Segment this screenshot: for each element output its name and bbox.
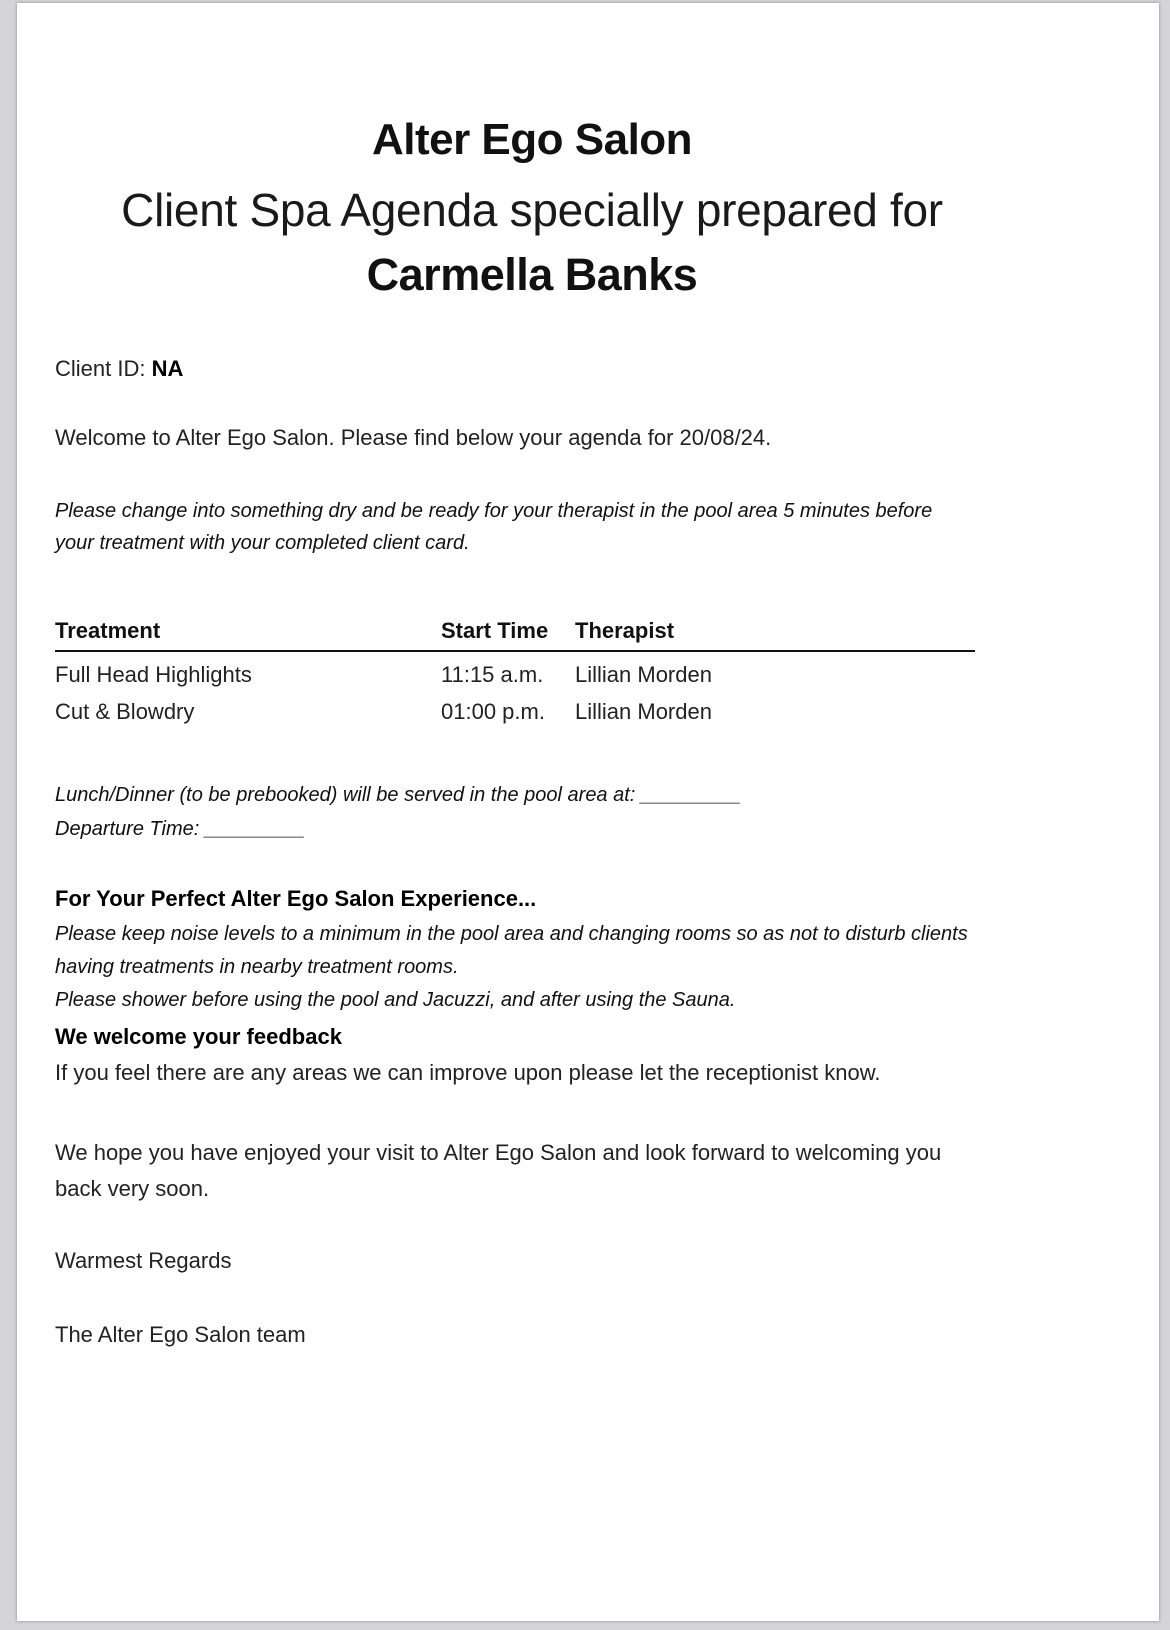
lunch-line: Lunch/Dinner (to be prebooked) will be served in the pool area at: _________	[55, 784, 742, 806]
departure-line: Departure Time: _________	[55, 818, 305, 840]
table-row	[55, 662, 975, 698]
welcome-text: Welcome to Alter Ego Salon. Please find below your agenda for 20/08/24.	[55, 425, 772, 450]
client-id-line	[55, 356, 183, 382]
agenda-table-header	[55, 618, 975, 652]
agenda-subtitle: Client Spa Agenda specially prepared for	[121, 184, 943, 236]
experience-text	[55, 918, 975, 1017]
cell-therapist: Lillian Morden	[575, 662, 712, 687]
feedback-text: If you feel there are any areas we can improve upon please let the receptionist know.	[55, 1060, 881, 1085]
experience-heading: For Your Perfect Alter Ego Salon Experience...	[55, 886, 537, 911]
header-treatment: Treatment	[55, 618, 161, 643]
instructions-text: Please change into something dry and be ready for your therapist in the pool area 5 minutes before your treatment with your completed client card.	[55, 500, 933, 554]
cell-start-time: 11:15 a.m.	[441, 662, 544, 687]
document-page	[17, 3, 1159, 1621]
table-row	[55, 699, 975, 735]
header-therapist: Therapist	[575, 618, 675, 643]
cell-treatment: Cut & Blowdry	[55, 699, 195, 724]
salon-name-heading: Alter Ego Salon	[371, 115, 693, 164]
header-start-time: Start Time	[441, 618, 549, 643]
client-name-heading: Carmella Banks	[366, 249, 698, 300]
feedback-heading: We welcome your feedback	[55, 1024, 342, 1049]
cell-treatment: Full Head Highlights	[55, 662, 252, 687]
signature-text: The Alter Ego Salon team	[55, 1322, 306, 1347]
client-id-value: NA	[151, 356, 184, 381]
experience-line-noise: Please keep noise levels to a minimum in the pool area and changing rooms so as not to disturb clients having treatments in nearby treatment rooms.	[55, 923, 968, 978]
regards-text: Warmest Regards	[55, 1248, 232, 1273]
cell-start-time: 01:00 p.m.	[441, 699, 545, 724]
cell-therapist: Lillian Morden	[575, 699, 712, 724]
closing-text: We hope you have enjoyed your visit to Alter Ego Salon and look forward to welcoming you back very soon.	[55, 1140, 942, 1201]
experience-line-shower: Please shower before using the pool and Jacuzzi, and after using the Sauna.	[55, 989, 736, 1011]
client-id-label: Client ID:	[55, 356, 152, 381]
